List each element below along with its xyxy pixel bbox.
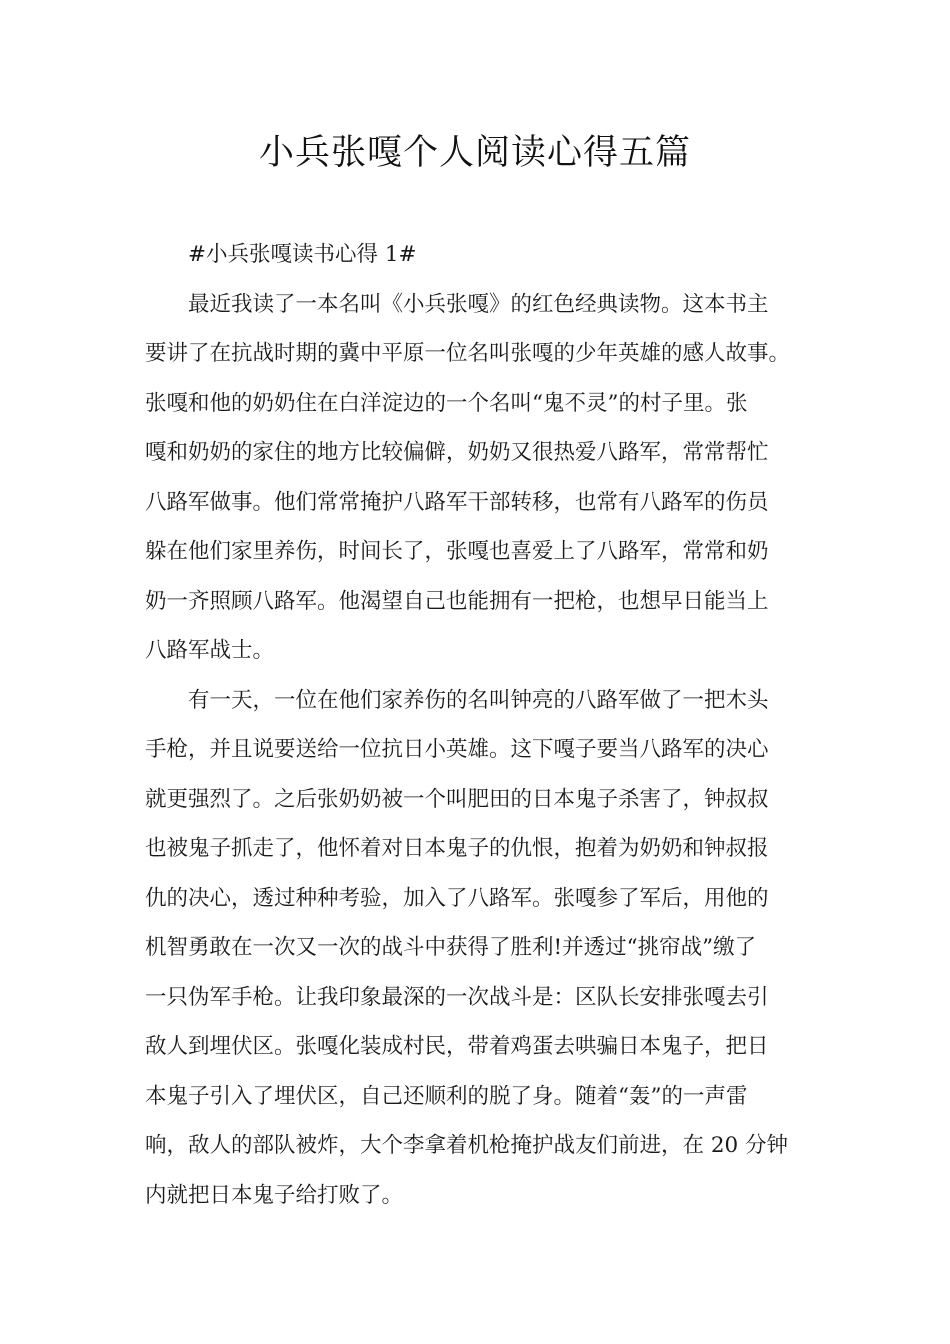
section-heading: #小兵张嘎读书心得 1#: [188, 242, 417, 267]
paragraph-line: 内就把日本鬼子给打败了。: [145, 1182, 404, 1208]
paragraph-1: [145, 280, 810, 676]
paragraph-line: 一只伪军手枪。让我印象最深的一次战斗是：区队长安排张嘎去引: [145, 984, 769, 1010]
paragraph-line: 要讲了在抗战时期的冀中平原一位名叫张嘎的少年英雄的感人故事。: [145, 341, 791, 366]
paragraph-line: 就更强烈了。之后张奶奶被一个叫肥田的日本鬼子杀害了，钟叔叔: [145, 786, 769, 812]
paragraph-line: 最近我读了一本名叫《小兵张嘎》的红色经典读物。这本书主: [188, 291, 769, 317]
paragraph-line: 嘎和奶奶的家住的地方比较偏僻，奶奶又很热爱八路军，常常帮忙: [145, 440, 769, 465]
document-body: [145, 230, 810, 1220]
paragraph-line: 手枪，并且说要送给一位抗日小英雄。这下嘎子要当八路军的决心: [145, 737, 769, 762]
paragraph-line: 仇的决心，透过种种考验，加入了八路军。张嘎参了军后，用他的: [145, 885, 769, 911]
document-title: 小兵张嘎个人阅读心得五篇: [258, 133, 691, 173]
paragraph-line: 躲在他们家里养伤，时间长了，张嘎也喜爱上了八路军，常常和奶: [145, 539, 769, 564]
paragraph-line: 敌人到埋伏区。张嘎化装成村民，带着鸡蛋去哄骗日本鬼子，把日: [145, 1034, 769, 1059]
paragraph-line: 八路军战士。: [145, 638, 275, 663]
paragraph-line: 机智勇敢在一次又一次的战斗中获得了胜利!并透过“挑帘战”缴了: [145, 935, 757, 960]
paragraph-2: [145, 676, 810, 1221]
paragraph-line: 奶一齐照顾八路军。他渴望自己也能拥有一把枪，也想早日能当上: [145, 588, 769, 614]
paragraph-line: 本鬼子引入了埋伏区，自己还顺利的脱了身。随着“轰”的一声雷: [145, 1083, 748, 1109]
paragraph-line: 响，敌人的部队被炸，大个李拿着机枪掩护战友们前进，在 20 分钟: [145, 1133, 789, 1158]
paragraph-line: 八路军做事。他们常常掩护八路军干部转移，也常有八路军的伤员: [145, 489, 769, 515]
paragraph-line: 有一天，一位在他们家养伤的名叫钟亮的八路军做了一把木头: [188, 687, 769, 713]
paragraph-line: 也被鬼子抓走了，他怀着对日本鬼子的仇恨，抱着为奶奶和钟叔报: [145, 836, 769, 861]
paragraph-line: 张嘎和他的奶奶住在白洋淀边的一个名叫“鬼不灵”的村子里。张: [145, 390, 748, 416]
